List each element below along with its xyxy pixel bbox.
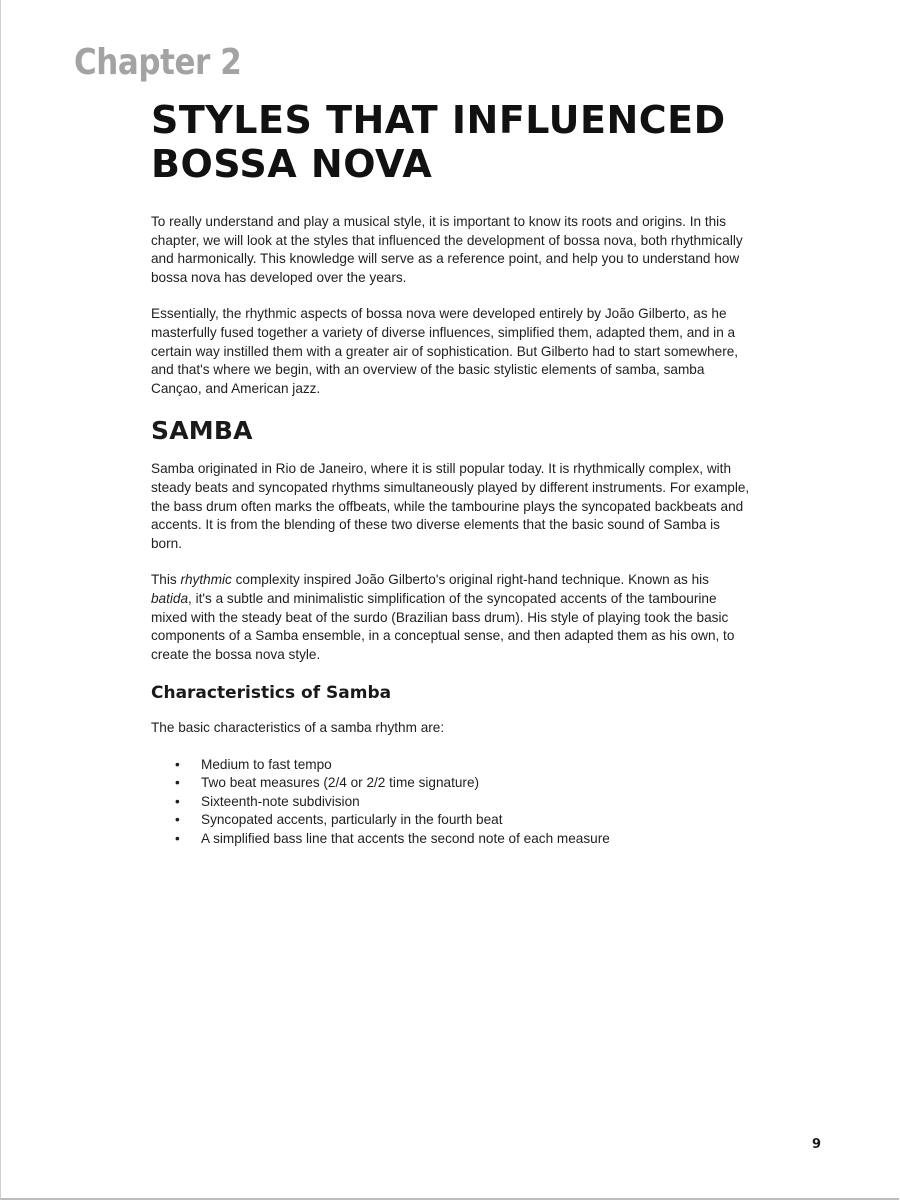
emphasis-rhythmic: rhythmic bbox=[180, 572, 232, 588]
chapter-title-line-2: BOSSA NOVA bbox=[151, 142, 433, 186]
samba-paragraph-2 bbox=[151, 571, 751, 664]
text-run: This bbox=[151, 572, 181, 588]
chapter-title-line-1: STYLES THAT INFLUENCED bbox=[151, 98, 726, 142]
list-item: • A simplified bass line that accents the second note of each measure bbox=[151, 830, 751, 848]
list-item: • Medium to fast tempo bbox=[151, 756, 751, 774]
characteristics-list bbox=[151, 756, 751, 848]
text-run: complexity inspired João Gilberto's original right-hand technique. Known as his bbox=[231, 572, 709, 588]
list-item: • Two beat measures (2/4 or 2/2 time signature) bbox=[151, 774, 751, 792]
intro-paragraph-2: Essentially, the rhythmic aspects of bossa nova were developed entirely by João Gilberto, as he masterfully fused together a variety of diverse influences, simplified them, adapted them, and in a certain way instilled them with a greater air of sophistication. But Gilberto had to start somewhere, and that's where we begin, with an overview of the basic stylistic elements of samba, samba Cançao, and American jazz. bbox=[151, 306, 739, 396]
characteristics-intro: The basic characteristics of a samba rhythm are: bbox=[151, 720, 445, 736]
text-run: , it's a subtle and minimalistic simplification of the syncopated accents of the tambourine mixed with the steady beat of the surdo (Brazilian bass drum). His style of playing took the basic components of a Samba ensemble, in a conceptual sense, and then adapted them as his own, to create the bossa nova style. bbox=[151, 590, 735, 662]
chapter-label: Chapter 2 bbox=[74, 42, 242, 83]
page-body bbox=[151, 213, 751, 848]
section-heading-samba: SAMBA bbox=[151, 416, 253, 446]
subsection-heading-characteristics: Characteristics of Samba bbox=[151, 683, 392, 704]
emphasis-batida: batida bbox=[151, 590, 189, 606]
page-number: 9 bbox=[812, 1137, 822, 1152]
list-item: • Sixteenth-note subdivision bbox=[151, 793, 751, 811]
list-item: • Syncopated accents, particularly in the fourth beat bbox=[151, 811, 751, 829]
samba-paragraph-1: Samba originated in Rio de Janeiro, where it is still popular today. It is rhythmically complex, with steady beats and syncopated rhythms simultaneously played by different instruments. For example, the bass drum often marks the offbeats, while the tambourine plays the syncopated backbeats and accents. It is from the blending of these two diverse elements that the basic sound of Samba is born. bbox=[151, 461, 750, 551]
intro-paragraph-1: To really understand and play a musical style, it is important to know its roots and origins. In this chapter, we will look at the styles that influenced the development of bossa nova, both rhythmically and harmonically. This knowledge will serve as a reference point, and help you to understand how bossa nova has developed over the years. bbox=[151, 214, 743, 285]
chapter-title bbox=[151, 98, 851, 186]
